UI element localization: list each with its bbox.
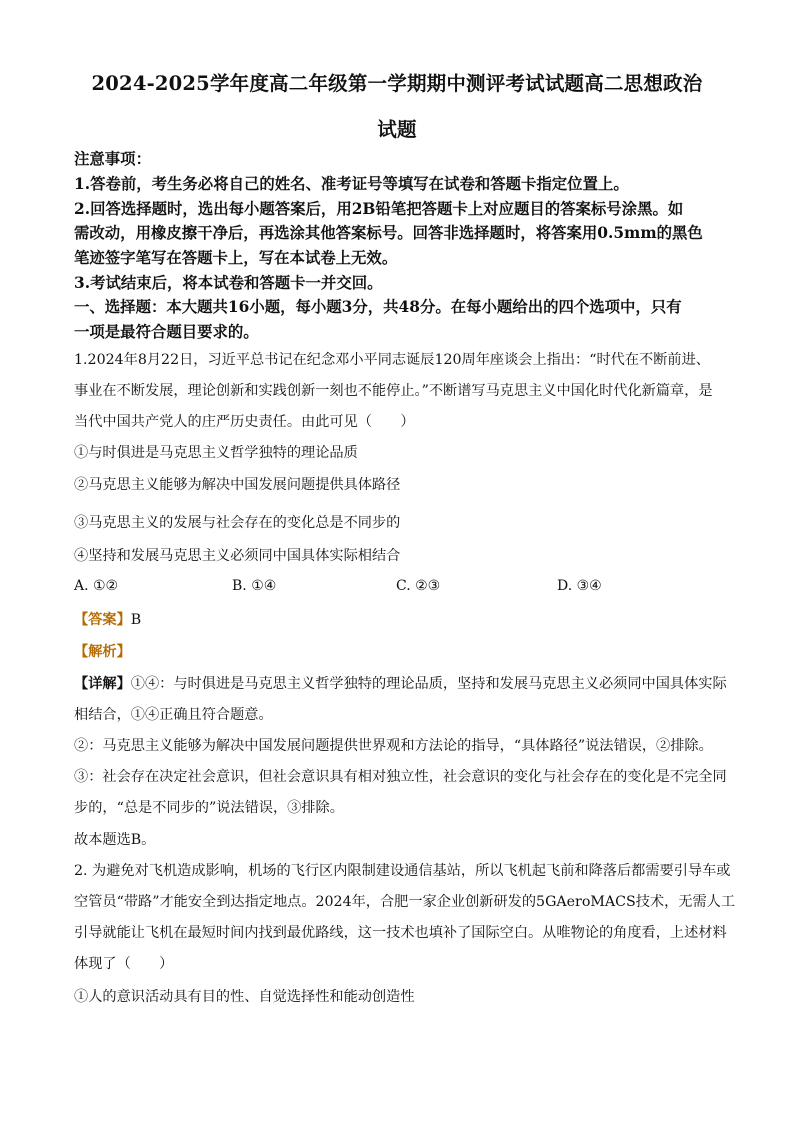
q2-stem-line2: 空管员“带路”才能安全到达指定地点。2024年，合肥一家企业创新研发的5GAeroMACS技术，无需人工 bbox=[74, 894, 736, 910]
q1-option-a: A. ①② bbox=[74, 578, 119, 594]
q1-statement-4: ④坚持和发展马克思主义必须同中国具体实际相结合 bbox=[74, 548, 401, 564]
q1-analysis bbox=[74, 641, 131, 661]
q1-conclusion: 故本题选B。 bbox=[74, 832, 156, 848]
notice-item-2-line3: 笔迹签字笔写在答题卡上，写在本试卷上无效。 bbox=[74, 249, 398, 267]
q1-detail-line2: 相结合，①④正确且符合题意。 bbox=[74, 707, 273, 723]
section-heading-line2: 一项是最符合题目要求的。 bbox=[74, 323, 259, 341]
document-title-line1: 2024-2025学年度高二年级第一学期期中测评考试试题高二思想政治 bbox=[91, 72, 703, 95]
q1-option-c: C. ②③ bbox=[396, 578, 441, 594]
q1-statement-2: ②马克思主义能够为解决中国发展问题提供具体路径 bbox=[74, 477, 401, 493]
notice-item-2-line1: 2.回答选择题时，选出每小题答案后，用2B铅笔把答题卡上对应题目的答案标号涂黑。如 bbox=[74, 200, 684, 218]
q1-detail-line1 bbox=[74, 673, 727, 693]
section-heading-line1: 一、选择题：本大题共16小题，每小题3分，共48分。在每小题给出的四个选项中，只有 bbox=[74, 298, 682, 316]
q2-statement-1: ①人的意识活动具有目的性、自觉选择性和能动创造性 bbox=[74, 989, 415, 1005]
q1-option-d: D. ③④ bbox=[557, 578, 602, 594]
document-title-line2: 试题 bbox=[377, 118, 417, 141]
q1-option-b: B. ①④ bbox=[232, 578, 277, 594]
notice-heading: 注意事项： bbox=[74, 150, 151, 168]
q2-stem-line3: 引导就能让飞机在最短时间内找到最优路线，这一技术也填补了国际空白。从唯物论的角度看，上述材料 bbox=[74, 925, 727, 941]
q1-detail-line4: ③：社会存在决定社会意识，但社会意识具有相对独立性，社会意识的变化与社会存在的变化是不完全同 bbox=[74, 769, 727, 785]
q1-statement-1: ①与时俱进是马克思主义哲学独特的理论品质 bbox=[74, 445, 358, 461]
notice-item-1: 1.答卷前，考生务必将自己的姓名、准考证号等填写在试卷和答题卡指定位置上。 bbox=[74, 175, 629, 193]
q1-statement-3: ③马克思主义的发展与社会存在的变化总是不同步的 bbox=[74, 515, 401, 531]
q1-detail-line3: ②：马克思主义能够为解决中国发展问题提供世界观和方法论的指导，“具体路径”说法错误，②排除。 bbox=[74, 738, 713, 754]
answer-value: B bbox=[130, 612, 142, 628]
answer-tag: 【答案】 bbox=[74, 612, 131, 628]
detail-tag: 【详解】 bbox=[74, 676, 131, 692]
q1-stem-line2: 事业在不断发展，理论创新和实践创新一刻也不能停止。”不断谱写马克思主义中国化时代化新篇章，是 bbox=[74, 383, 713, 399]
q2-stem-line1: 2. 为避免对飞机造成影响，机场的飞行区内限制建设通信基站，所以飞机起飞前和降落后都需要引导车或 bbox=[74, 863, 731, 879]
q1-detail-line5: 步的，“总是不同步的”说法错误，③排除。 bbox=[74, 800, 344, 816]
q2-stem-line4: 体现了（ ） bbox=[74, 956, 174, 972]
analysis-tag: 【解析】 bbox=[74, 644, 131, 660]
notice-item-3: 3.考试结束后，将本试卷和答题卡一并交回。 bbox=[74, 274, 383, 292]
q1-options bbox=[74, 578, 734, 598]
q1-stem-line1: 1.2024年8月22日，习近平总书记在纪念邓小平同志诞辰120周年座谈会上指出：“时代在不断前进、 bbox=[74, 352, 710, 368]
detail-text-1: ①④：与时俱进是马克思主义哲学独特的理论品质，坚持和发展马克思主义必须同中国具体实际 bbox=[130, 676, 727, 692]
notice-item-2-line2: 需改动，用橡皮擦干净后，再选涂其他答案标号。回答非选择题时，将答案用0.5mm的黑色 bbox=[74, 224, 703, 242]
q1-stem-line3: 当代中国共产党人的庄严历史责任。由此可见（ ） bbox=[74, 414, 415, 430]
q1-answer bbox=[74, 609, 141, 629]
